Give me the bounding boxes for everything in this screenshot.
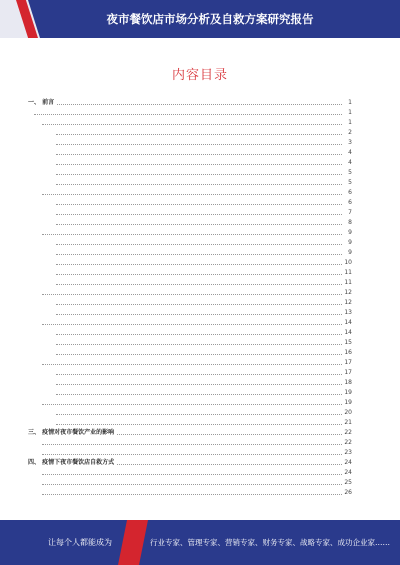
toc-leader-dots — [56, 164, 342, 165]
toc-entry-label: 一、 前言 — [28, 99, 55, 106]
toc-entry-page: 21 — [344, 419, 352, 426]
toc-entry[interactable] — [28, 208, 352, 218]
toc-leader-dots — [42, 404, 342, 405]
toc-leader-dots — [56, 334, 342, 335]
toc-leader-dots — [56, 144, 342, 145]
toc-leader-dots — [42, 484, 342, 485]
toc-entry[interactable] — [28, 348, 352, 358]
toc-entry[interactable] — [28, 148, 352, 158]
toc-leader-dots — [42, 294, 342, 295]
toc-entry-page: 9 — [348, 239, 352, 246]
toc-entry[interactable] — [28, 388, 352, 398]
toc-leader-dots — [42, 494, 342, 495]
toc-entry[interactable] — [28, 328, 352, 338]
page-header — [0, 0, 400, 38]
toc-entry-page: 9 — [348, 229, 352, 236]
toc-entry[interactable] — [28, 288, 352, 298]
toc-entry[interactable] — [28, 478, 352, 488]
toc-title: 内容目录 — [171, 68, 228, 83]
toc-entry-page: 15 — [344, 339, 352, 346]
toc-entry[interactable] — [28, 398, 352, 408]
toc-entry-page: 1 — [348, 109, 352, 116]
toc-entry[interactable] — [28, 98, 352, 108]
toc-entry-page: 23 — [344, 449, 352, 456]
toc-leader-dots — [56, 414, 342, 415]
toc-entry[interactable] — [28, 178, 352, 188]
toc-entry[interactable] — [28, 488, 352, 498]
toc-leader-dots — [56, 154, 342, 155]
toc-entry[interactable] — [28, 118, 352, 128]
toc-leader-dots — [42, 444, 342, 445]
footer-slogan: 让每个人都能成为 — [48, 538, 112, 547]
toc-leader-dots — [56, 184, 342, 185]
toc-entry[interactable] — [28, 128, 352, 138]
toc-entry[interactable] — [28, 418, 352, 428]
toc-entry-page: 7 — [348, 209, 352, 216]
footer-tagline: 行业专家、管理专家、营销专家、财务专家、战略专家、成功企业家…… — [150, 538, 390, 547]
toc-entry-page: 17 — [344, 359, 352, 366]
toc-entry[interactable] — [28, 218, 352, 228]
toc-leader-dots — [56, 344, 342, 345]
toc-entry[interactable] — [28, 318, 352, 328]
toc-entry-page: 22 — [344, 439, 352, 446]
page-footer — [0, 520, 400, 565]
toc-entry[interactable] — [28, 138, 352, 148]
toc-entry-page: 24 — [344, 459, 352, 466]
toc-entry[interactable] — [28, 198, 352, 208]
toc-entry-page: 12 — [344, 289, 352, 296]
toc-entry[interactable] — [28, 338, 352, 348]
toc-leader-dots — [56, 254, 342, 255]
toc-entry[interactable] — [28, 378, 352, 388]
toc-entry-label: 三、 疫情对夜市餐饮产业的影响 — [28, 429, 115, 436]
toc-entry[interactable] — [28, 108, 352, 118]
toc-entry-page: 8 — [348, 219, 352, 226]
toc-entry[interactable] — [28, 278, 352, 288]
report-title: 夜市餐饮店市场分析及自救方案研究报告 — [106, 12, 314, 26]
toc-entry-page: 6 — [348, 199, 352, 206]
toc-entry-page: 12 — [344, 299, 352, 306]
toc-leader-dots — [34, 114, 342, 115]
toc-entry-page: 3 — [348, 139, 352, 146]
toc-entry[interactable] — [28, 458, 352, 468]
toc-entry[interactable] — [28, 188, 352, 198]
toc-entry[interactable] — [28, 168, 352, 178]
toc-entry-page: 11 — [344, 279, 352, 286]
toc-entry[interactable] — [28, 228, 352, 238]
toc-leader-dots — [56, 354, 342, 355]
toc-entry-page: 20 — [344, 409, 352, 416]
toc-leader-dots — [56, 204, 342, 205]
toc-entry-page: 5 — [348, 169, 352, 176]
toc-entry[interactable] — [28, 368, 352, 378]
toc-leader-dots — [56, 134, 342, 135]
toc-leader-dots — [56, 424, 342, 425]
toc-entry[interactable] — [28, 298, 352, 308]
toc-entry-page: 4 — [348, 159, 352, 166]
toc-entry[interactable] — [28, 268, 352, 278]
footer-red-stripe — [118, 520, 148, 565]
toc-leader-dots — [56, 304, 342, 305]
toc-entry-page: 14 — [344, 329, 352, 336]
toc-leader-dots — [56, 314, 342, 315]
toc-leader-dots — [56, 284, 342, 285]
toc-leader-dots — [56, 214, 342, 215]
toc-entry-page: 13 — [344, 309, 352, 316]
toc-leader-dots — [42, 454, 342, 455]
toc-entry-page: 5 — [348, 179, 352, 186]
toc-entry[interactable] — [28, 468, 352, 478]
toc-entry-page: 25 — [344, 479, 352, 486]
toc-entry-label: 四、 疫情下夜市餐饮店自救方式 — [28, 459, 115, 466]
toc-entry-page: 2 — [348, 129, 352, 136]
toc-entry[interactable] — [28, 158, 352, 168]
toc-leader-dots — [42, 124, 342, 125]
toc-leader-dots — [42, 234, 342, 235]
toc-leader-dots — [56, 274, 342, 275]
toc-entry[interactable] — [28, 408, 352, 418]
toc-entry[interactable] — [28, 428, 352, 438]
toc-entry-page: 17 — [344, 369, 352, 376]
toc-entry[interactable] — [28, 248, 352, 258]
toc-leader-dots — [56, 384, 342, 385]
toc-entry-page: 11 — [344, 269, 352, 276]
toc-entry[interactable] — [28, 238, 352, 248]
toc-entry-page: 16 — [344, 349, 352, 356]
toc-entry-page: 22 — [344, 429, 352, 436]
toc-entry-page: 4 — [348, 149, 352, 156]
toc-entry[interactable] — [28, 258, 352, 268]
toc-leader-dots — [28, 104, 342, 105]
toc-entry[interactable] — [28, 308, 352, 318]
toc-leader-dots — [42, 324, 342, 325]
toc-entry-page: 19 — [344, 389, 352, 396]
toc-leader-dots — [42, 364, 342, 365]
toc-entry-page: 18 — [344, 379, 352, 386]
toc-leader-dots — [56, 394, 342, 395]
toc-entry-page: 10 — [344, 259, 352, 266]
toc-entry[interactable] — [28, 448, 352, 458]
toc-entry[interactable] — [28, 438, 352, 448]
toc-leader-dots — [42, 474, 342, 475]
toc-entry-page: 1 — [348, 119, 352, 126]
toc-leader-dots — [56, 174, 342, 175]
toc-entry-page: 19 — [344, 399, 352, 406]
toc-leader-dots — [56, 224, 342, 225]
toc-entry[interactable] — [28, 358, 352, 368]
toc-leader-dots — [56, 374, 342, 375]
toc-entry-page: 1 — [348, 99, 352, 106]
toc-entry-page: 6 — [348, 189, 352, 196]
toc-entry-page: 14 — [344, 319, 352, 326]
toc-leader-dots — [42, 194, 342, 195]
toc-entry-page: 24 — [344, 469, 352, 476]
toc-entry-page: 9 — [348, 249, 352, 256]
toc-leader-dots — [56, 264, 342, 265]
toc-leader-dots — [56, 244, 342, 245]
toc-entry-page: 26 — [344, 489, 352, 496]
table-of-contents — [28, 98, 352, 510]
